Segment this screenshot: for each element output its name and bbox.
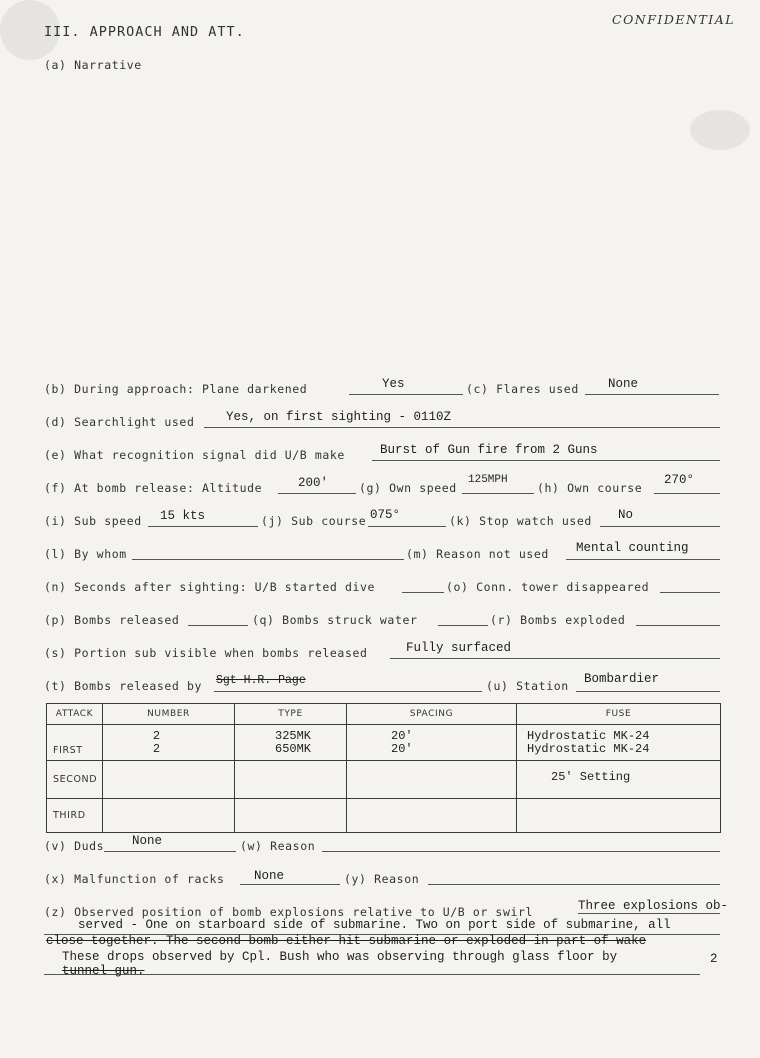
type-value: 650MK: [275, 741, 312, 756]
spacing-value: 20': [391, 741, 413, 756]
number-cell: [103, 725, 235, 761]
fuse-value: Hydrostatic MK-24: [527, 741, 650, 756]
spacing-cell: [347, 799, 517, 833]
field-d-label: (d) Searchlight used: [44, 415, 195, 429]
spacing-cell: [347, 725, 517, 761]
field-o-label: (o) Conn. tower disappeared: [446, 580, 650, 594]
field-z-value-line4: These drops observed by Cpl. Bush who was observing through glass floor by: [62, 950, 618, 964]
field-s-label: (s) Portion sub visible when bombs released: [44, 646, 368, 660]
field-c-label: (c) Flares used: [466, 382, 579, 396]
type-cell: [235, 761, 347, 799]
number-value: 2: [152, 728, 161, 743]
field-b-label: (b) During approach: Plane darkened: [44, 382, 308, 396]
field-r-label: (r) Bombs exploded: [490, 613, 626, 627]
field-z-value-line2: served - One on starboard side of submarine. Two on port side of submarine, all: [78, 918, 671, 932]
field-t-label: (t) Bombs released by: [44, 679, 202, 693]
field-f-label: (f) At bomb release: Altitude: [44, 481, 263, 495]
attack-label: THIRD: [47, 799, 103, 833]
field-x-label: (x) Malfunction of racks: [44, 872, 225, 886]
column-header-number: NUMBER: [103, 704, 235, 725]
field-v-label: (v) Duds: [44, 839, 105, 853]
field-m-label: (m) Reason not used: [406, 547, 549, 561]
field-q-label: (q) Bombs struck water: [252, 613, 418, 627]
type-value: 325MK: [275, 728, 312, 743]
attack-table: [46, 703, 721, 833]
attack-row-second: [47, 761, 721, 799]
field-k-value: No: [618, 508, 634, 522]
field-h-value: 270°: [664, 473, 695, 487]
field-z-label: (z) Observed position of bomb explosions relative to U/B or swirl: [44, 905, 534, 919]
fuse-cell: [517, 799, 721, 833]
page-number: 2: [710, 952, 718, 966]
column-header-attack: ATTACK: [47, 704, 103, 725]
field-t-value: Sgt H.R. Page: [216, 674, 306, 687]
field-b-value: Yes: [382, 377, 405, 391]
section-heading: III. APPROACH AND ATT.: [44, 24, 245, 40]
field-h-label: (h) Own course: [537, 481, 643, 495]
field-j-label: (j) Sub course: [261, 514, 367, 528]
field-m-value: Mental counting: [576, 541, 689, 555]
attack-label: FIRST: [47, 725, 103, 761]
number-cell: [103, 799, 235, 833]
field-l-label: (l) By whom: [44, 547, 127, 561]
spacing-cell: [347, 761, 517, 799]
number-value: 2: [152, 741, 161, 756]
narrative-label: (a) Narrative: [44, 58, 142, 72]
fuse-value: Hydrostatic MK-24: [527, 728, 650, 743]
field-j-value: 075°: [370, 508, 401, 522]
field-s-value: Fully surfaced: [406, 641, 512, 655]
field-g-value: 125MPH: [468, 474, 508, 486]
column-header-spacing: SPACING: [347, 704, 517, 725]
field-e-value: Burst of Gun fire from 2 Guns: [380, 443, 598, 457]
field-f-value: 200': [298, 476, 329, 490]
fuse-cell: [517, 725, 721, 761]
attack-table-header-row: [47, 704, 721, 725]
field-k-label: (k) Stop watch used: [449, 514, 592, 528]
scan-smudge: [690, 110, 750, 150]
field-d-value: Yes, on first sighting - 0110Z: [226, 410, 452, 424]
number-cell: [103, 761, 235, 799]
column-header-type: TYPE: [235, 704, 347, 725]
type-cell: [235, 725, 347, 761]
field-z-value-line3: close together. The second bomb either hit submarine or exploded in part of wake: [46, 934, 647, 948]
field-g-label: (g) Own speed: [359, 481, 457, 495]
field-w-label: (w) Reason: [240, 839, 316, 853]
field-i-label: (i) Sub speed: [44, 514, 142, 528]
field-n-label: (n) Seconds after sighting: U/B started dive: [44, 580, 376, 594]
field-i-value: 15 kts: [160, 509, 206, 523]
field-v-value: None: [132, 834, 163, 848]
field-z-value-line5: tunnel gun.: [62, 964, 145, 978]
field-z-value-line1: Three explosions ob-: [578, 899, 729, 913]
field-x-value: None: [254, 869, 285, 883]
field-u-value: Bombardier: [584, 672, 660, 686]
field-y-label: (y) Reason: [344, 872, 420, 886]
field-c-value: None: [608, 377, 639, 391]
attack-row-first: [47, 725, 721, 761]
spacing-value: 20': [391, 728, 413, 743]
field-u-label: (u) Station: [486, 679, 569, 693]
attack-label: SECOND: [47, 761, 103, 799]
classification-stamp: CONFIDENTIAL: [612, 12, 736, 27]
field-p-label: (p) Bombs released: [44, 613, 180, 627]
fuse-value: 25' Setting: [517, 761, 721, 799]
attack-row-third: [47, 799, 721, 833]
field-e-label: (e) What recognition signal did U/B make: [44, 448, 345, 462]
type-cell: [235, 799, 347, 833]
column-header-fuse: FUSE: [517, 704, 721, 725]
